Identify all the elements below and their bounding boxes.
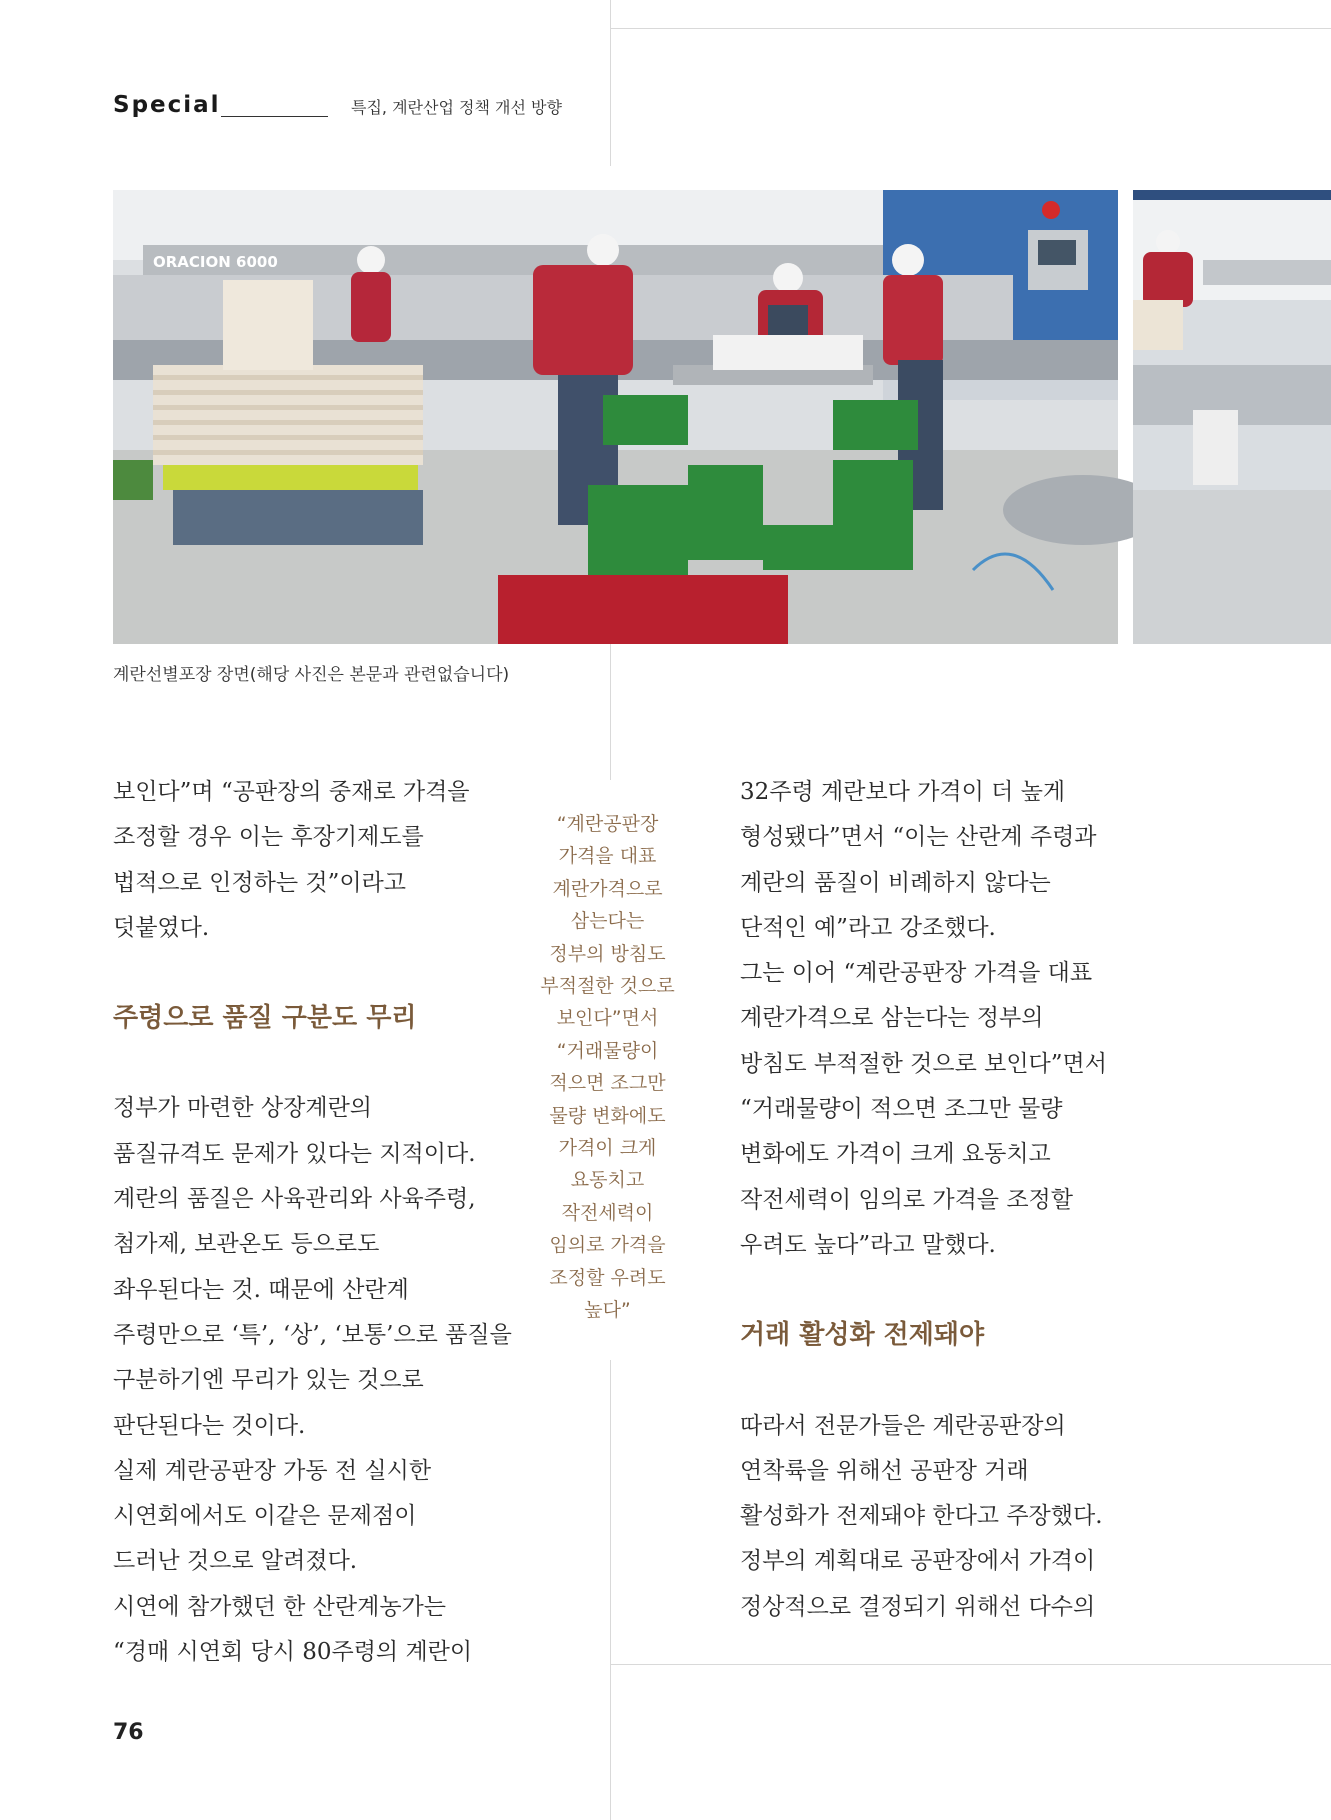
body-line: 따라서 전문가들은 계란공판장의 [740,1412,1066,1439]
header-subtitle: 특집, 계란산업 정책 개선 방향 [351,98,562,117]
body-line: 좌우된다는 것. 때문에 산란계 [113,1276,409,1303]
pull-quote-line: “계란공판장 [556,813,659,835]
pull-quote-line: 부적절한 것으로 [540,975,675,998]
body-line: 32주령 계란보다 가격이 더 높게 [740,779,1066,805]
subhead-trade-activation: 거래 활성화 전제돼야 [740,1320,985,1351]
photo-caption: 계란선별포장 장면(해당 사진은 본문과 관련없습니다) [113,665,510,685]
body-line: 활성화가 전제돼야 한다고 주장했다. [740,1503,1103,1530]
body-line: 정부의 계획대로 공판장에서 가격이 [740,1548,1096,1575]
body-line: 단적인 예”라고 강조했다. [740,914,996,941]
pull-quote-line: 삼는다는 [570,910,645,933]
body-line: 작전세력이 임의로 가격을 조정할 [740,1186,1073,1213]
spacer [740,1359,1160,1404]
center-column-divider-bottom [610,1360,611,1820]
body-line: “거래물량이 적으면 조그만 물량 [740,1096,1063,1123]
right-column [740,770,1160,1630]
machine-label: ORACION 6000 [153,253,278,271]
pull-quote-line: 임의로 가격을 [549,1234,666,1257]
pull-quote-line: 요동치고 [570,1169,645,1192]
pull-quote-line: 적으면 조그만 [549,1072,666,1095]
body-line: 계란의 품질은 사육관리와 사육주령, [113,1186,476,1213]
subhead-age-quality: 주령으로 품질 구분도 무리 [113,1003,417,1034]
pull-quote-line: 가격이 크게 [558,1137,657,1160]
bottom-right-rule [610,1664,1331,1665]
body-line: 조정할 경우 이는 후장기제도를 [113,824,424,851]
pull-quote-line: “거래물량이 [556,1039,659,1062]
egg-packing-photo [113,190,1331,644]
body-line: 변화에도 가격이 크게 요동치고 [740,1141,1051,1168]
pull-quote-line: 작전세력이 [561,1201,654,1224]
pull-quote-line: 보인다”면서 [556,1007,659,1030]
side-photo-panel [1133,190,1331,644]
body-line: 판단된다는 것이다. [113,1412,306,1439]
body-line: 법적으로 인정하는 것”이라고 [113,869,406,896]
body-line: 실제 계란공판장 가동 전 실시한 [113,1457,432,1484]
body-line: 시연에 참가했던 한 산란계농가는 [113,1593,446,1620]
body-line: 보인다”며 “공판장의 중재로 가격을 [113,779,470,805]
body-line: 정상적으로 결정되기 위해선 다수의 [740,1593,1096,1620]
page-number: 76 [113,1720,144,1745]
body-line: 주령만으로 ‘특’, ‘상’, ‘보통’으로 품질을 [113,1321,512,1348]
spacer [113,951,533,996]
top-right-rule [610,28,1331,29]
spacer [113,1041,533,1086]
pull-quote-line: 높다” [584,1299,631,1322]
left-column [113,770,533,1675]
body-line: 계란의 품질이 비례하지 않다는 [740,869,1051,896]
pull-quote-line: 정부의 방침도 [549,942,666,965]
pull-quote-line: 물량 변화에도 [549,1104,666,1127]
body-line: 구분하기엔 무리가 있는 것으로 [113,1367,424,1394]
body-line: 방침도 부적절한 것으로 보인다”면서 [740,1050,1107,1077]
body-line: 첨가제, 보관온도 등으로도 [113,1231,380,1258]
body-line: 드러난 것으로 알려졌다. [113,1548,358,1575]
body-line: 연착륙을 위해선 공판장 거래 [740,1457,1029,1484]
section-label: Special [113,92,221,118]
body-line: “경매 시연회 당시 80주령의 계란이 [113,1639,473,1666]
body-line: 시연회에서도 이같은 문제점이 [113,1503,417,1530]
body-line: 계란가격으로 삼는다는 정부의 [740,1005,1044,1032]
center-column-divider-top [610,0,611,166]
pull-quote-line: 계란가격으로 [552,877,663,900]
main-photo-panel [113,190,1163,644]
center-column-divider-mid [610,644,611,780]
pull-quote [530,808,685,1327]
pull-quote-line: 가격을 대표 [558,845,657,868]
body-line: 정부가 마련한 상장계란의 [113,1095,373,1122]
body-line: 우려도 높다”라고 말했다. [740,1231,996,1258]
body-line: 그는 이어 “계란공판장 가격을 대표 [740,960,1093,987]
page-header [113,88,713,128]
body-line: 품질규격도 문제가 있다는 지적이다. [113,1140,476,1167]
body-line: 형성됐다”면서 “이는 산란계 주령과 [740,824,1097,851]
header-rule [221,116,328,117]
spacer [740,1268,1160,1313]
body-line: 덧붙였다. [113,914,210,941]
pull-quote-line: 조정할 우려도 [549,1266,666,1289]
